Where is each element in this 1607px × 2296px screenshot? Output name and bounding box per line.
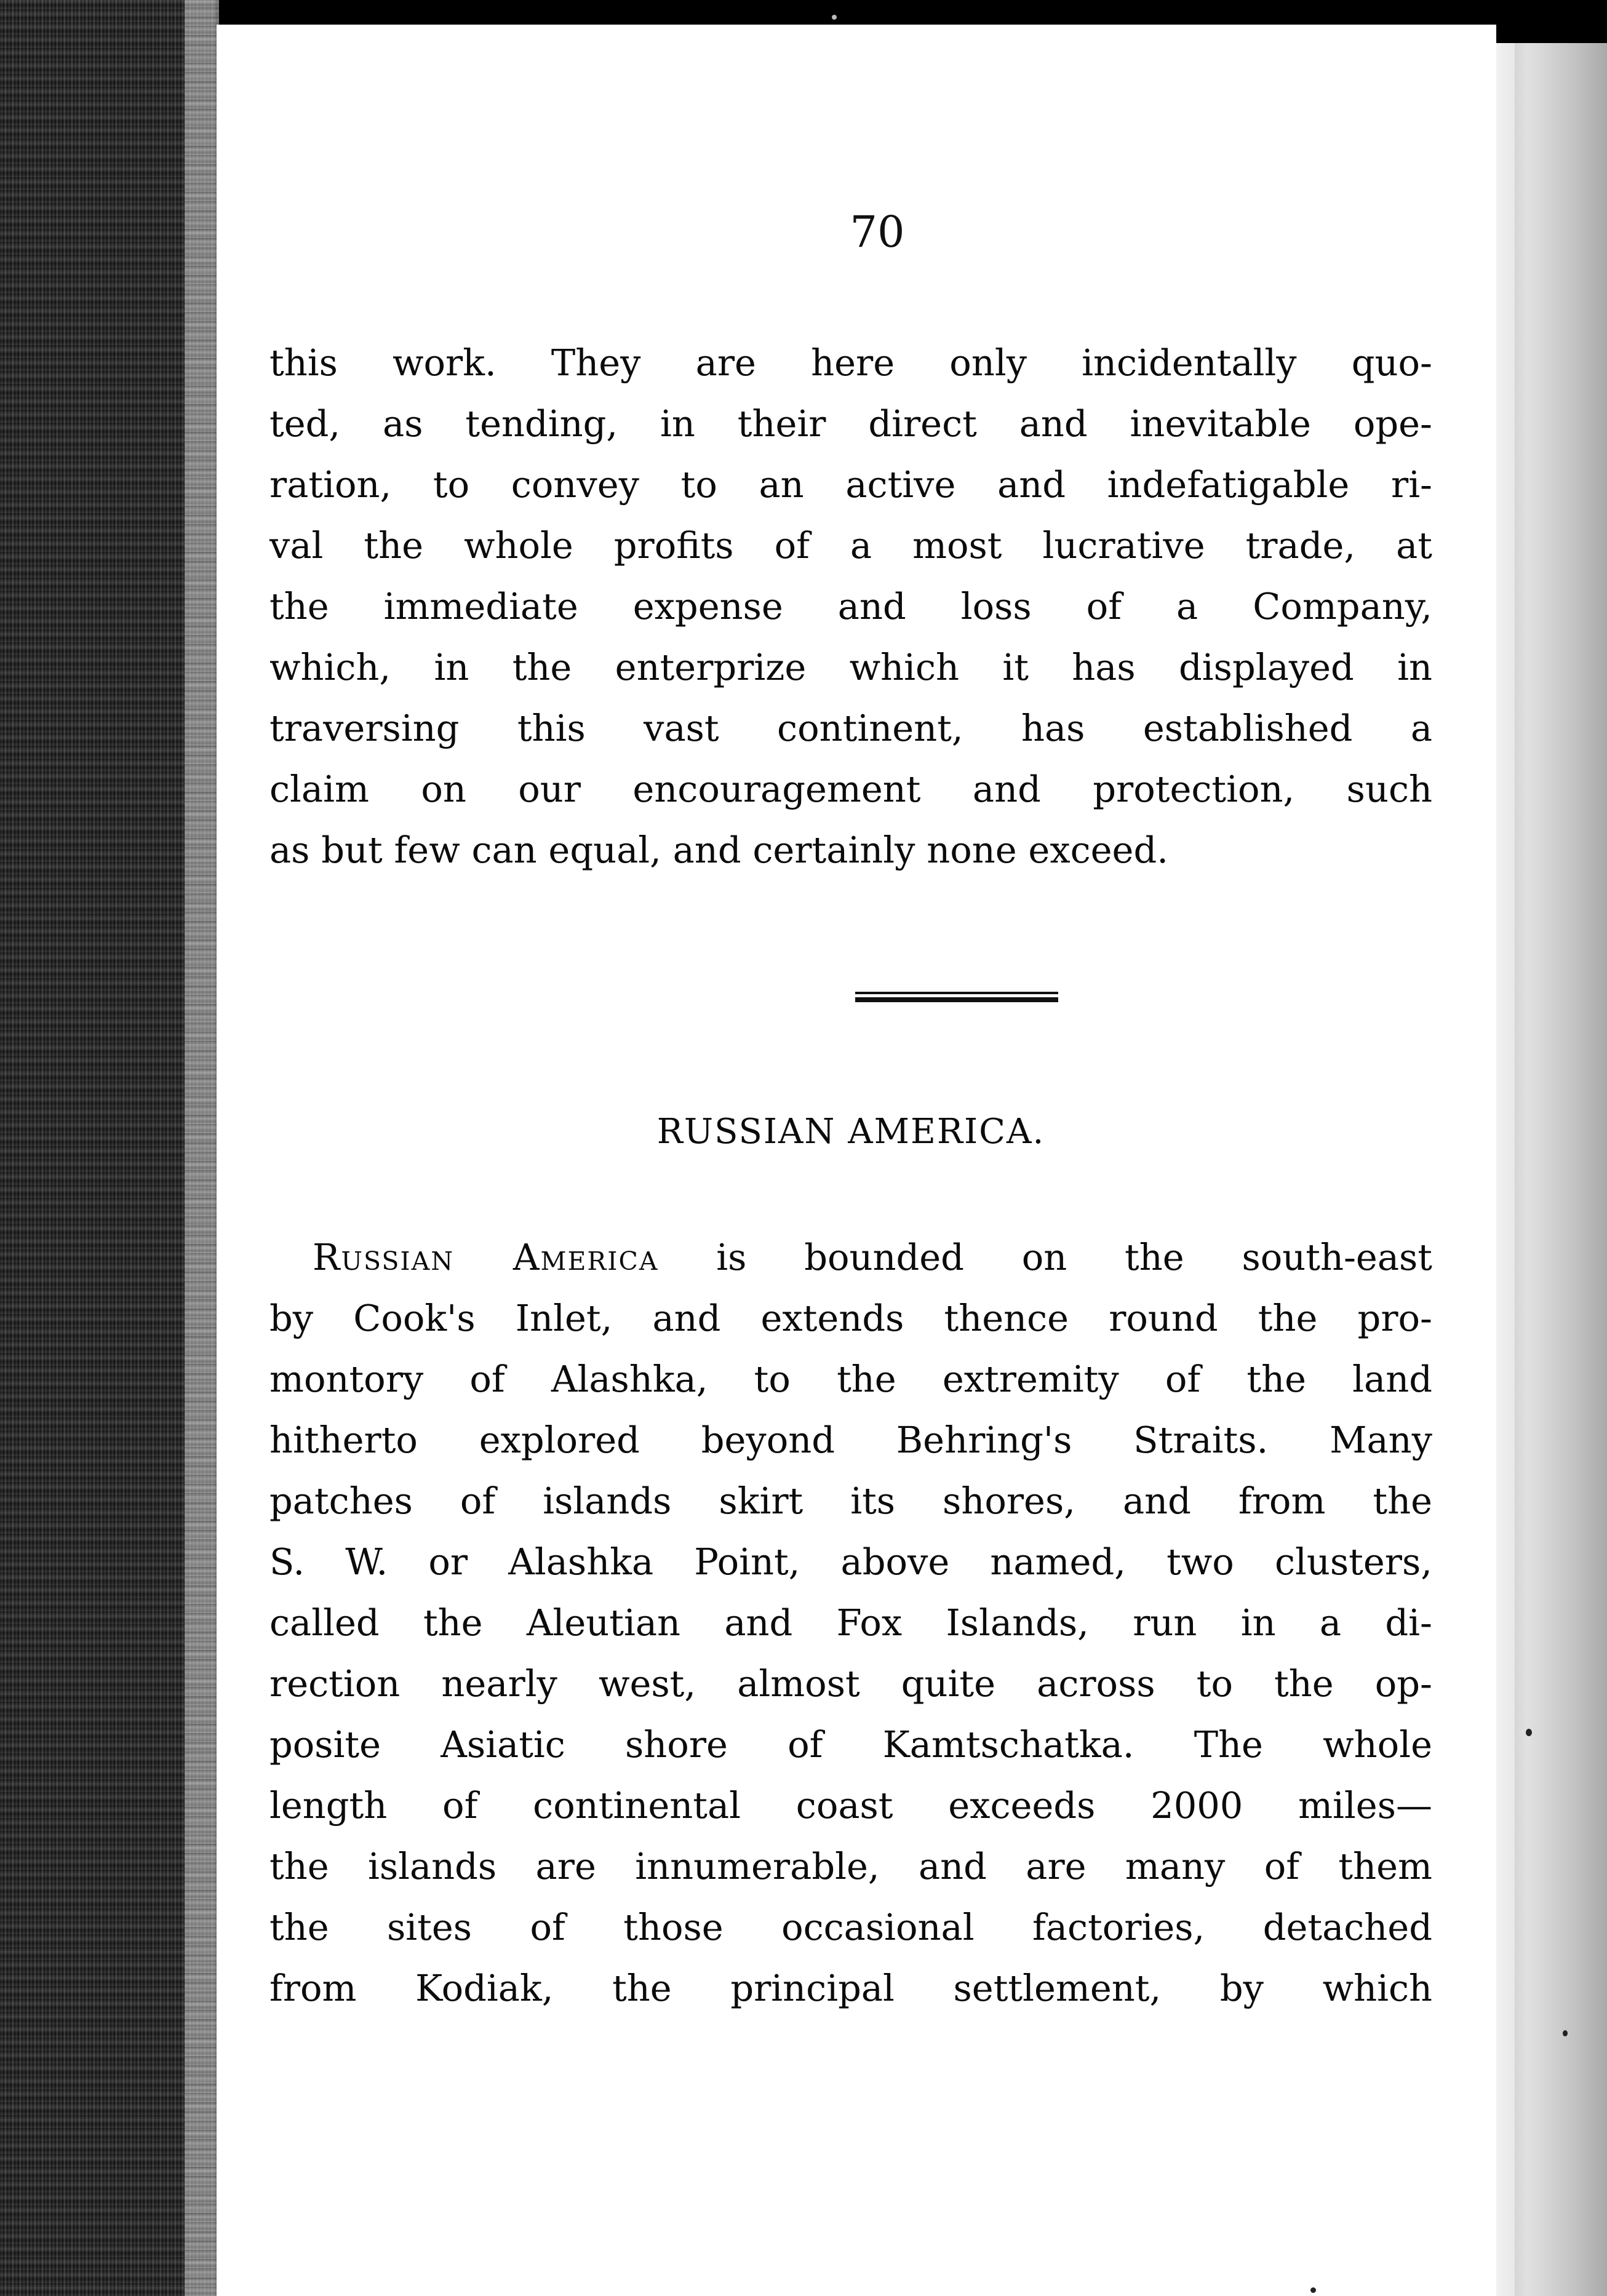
text-line: ration, to convey to an active and indefatigable ri- (269, 463, 1432, 506)
text-line: montory of Alashka, to the extremity of the land (269, 1358, 1432, 1400)
text-line: which, in the enterprize which it has displayed in (269, 646, 1432, 688)
text-line: rection nearly west, almost quite across to the op- (269, 1662, 1432, 1705)
lead-in-smallcaps: Russian America (313, 1236, 659, 1278)
text-line: from Kodiak, the principal settlement, by which (269, 1967, 1432, 2009)
text-line: ted, as tending, in their direct and inevitable ope- (269, 402, 1432, 445)
scan-speck (1526, 1729, 1532, 1736)
divider-thin-rule (855, 992, 1058, 994)
first-line-rest: is bounded on the south-east (658, 1236, 1432, 1278)
text-line: as but few can equal, and certainly none exceed. (269, 829, 1168, 871)
text-line-first (269, 1227, 1432, 1288)
text-line: the sites of those occasional factories, detached (269, 1906, 1432, 1948)
text-line: called the Aleutian and Fox Islands, run in a di- (269, 1601, 1432, 1644)
text-line: traversing this vast continent, has established a (269, 707, 1432, 749)
scan-speck (1310, 2287, 1316, 2293)
text-line: length of continental coast exceeds 2000 miles— (269, 1784, 1432, 1827)
right-page-shadow (1496, 43, 1607, 2296)
divider-thick-rule (855, 997, 1058, 1002)
continued-paragraph (269, 332, 1432, 880)
text-line: patches of islands skirt its shores, and from the (269, 1480, 1432, 1522)
scan-speck (832, 15, 837, 20)
section-divider (855, 992, 1058, 1004)
text-line: the immediate expense and loss of a Company, (269, 585, 1432, 628)
text-line: posite Asiatic shore of Kamtschatka. The whole (269, 1723, 1432, 1766)
section-heading: RUSSIAN AMERICA. (656, 1112, 1045, 1152)
page-stack-edge (185, 0, 219, 2296)
section-paragraph (269, 1227, 1432, 2019)
text-line: val the whole profits of a most lucrative trade, at (269, 524, 1432, 567)
scan-speck (1563, 2030, 1568, 2036)
text-line: hitherto explored beyond Behring's Straits. Many (269, 1419, 1432, 1461)
text-line: claim on our encouragement and protection, such (269, 768, 1432, 810)
text-line: S. W. or Alashka Point, above named, two clusters, (269, 1541, 1432, 1583)
text-line: by Cook's Inlet, and extends thence round the pro- (269, 1297, 1432, 1339)
text-line: the islands are innumerable, and are many of them (269, 1845, 1432, 1887)
text-line: this work. They are here only incidentally quo- (269, 341, 1432, 384)
page-number: 70 (850, 207, 905, 257)
book-fore-edge (0, 0, 215, 2296)
